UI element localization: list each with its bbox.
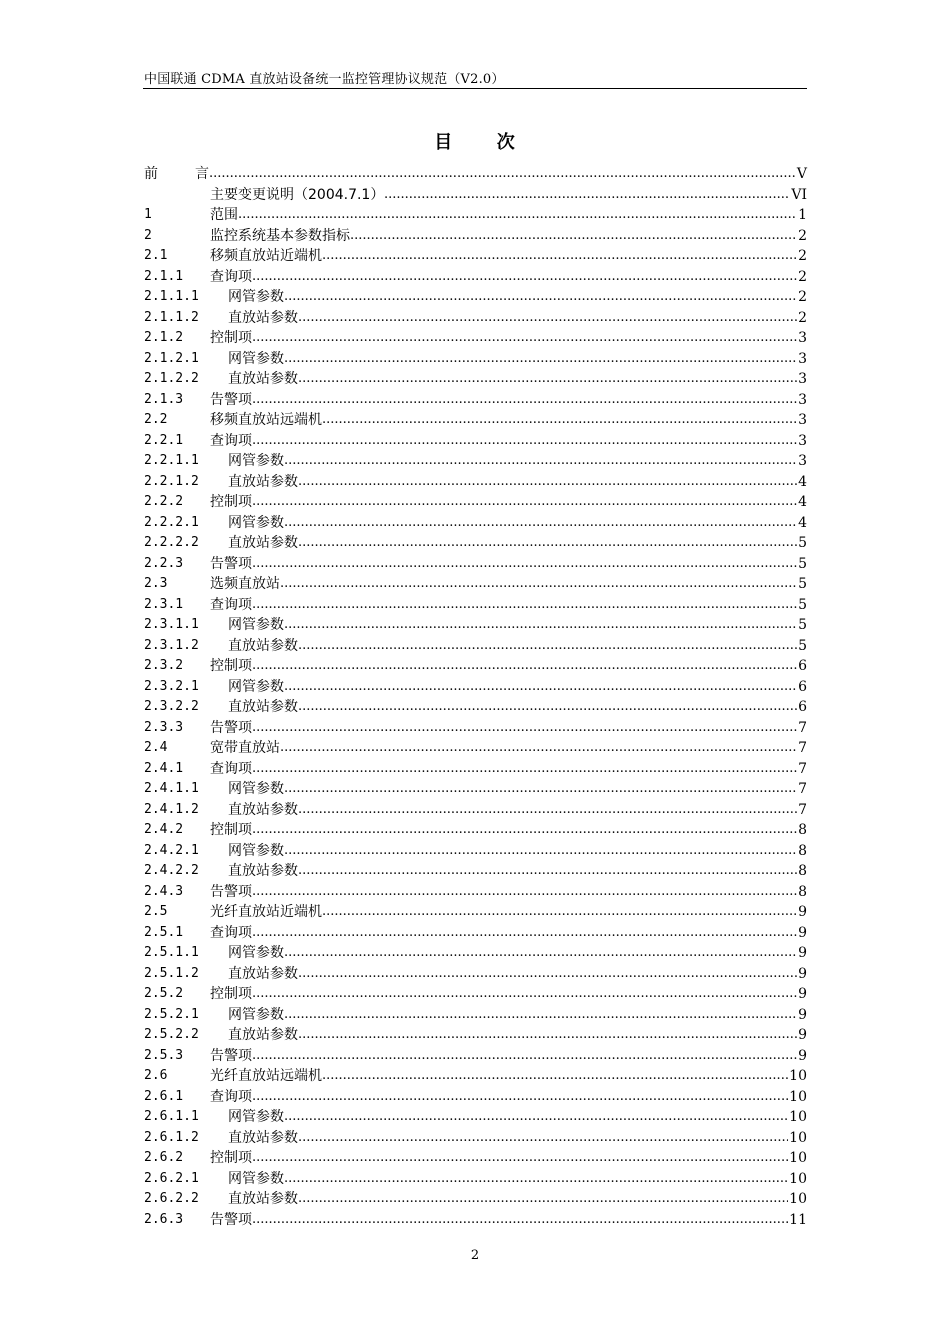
toc-entry-number: 2.2 — [144, 412, 168, 427]
toc-entry-number: 2.5.1.1 — [144, 945, 199, 960]
toc-entry-page: 1 — [797, 205, 807, 226]
toc-entry-number: 2.5.2.1 — [144, 1006, 199, 1022]
toc-entry-label: 网管参数 — [228, 781, 284, 797]
toc-entry-number: 2 — [144, 227, 152, 243]
toc-dot-leader — [384, 185, 790, 206]
toc-entry-page: 9 — [797, 902, 807, 923]
toc-entry-page: 3 — [797, 451, 807, 472]
toc-entry-page: 8 — [797, 882, 807, 903]
toc-entry-number: 2.3.2 — [144, 658, 184, 673]
toc-dot-leader — [298, 308, 797, 329]
toc-entry-label: 网管参数 — [228, 1170, 284, 1187]
toc-entry-page: 10 — [788, 1066, 807, 1087]
toc-entry[interactable] — [143, 677, 807, 698]
toc-entry[interactable] — [143, 697, 807, 718]
toc-entry[interactable] — [143, 369, 807, 390]
toc-entry-number: 2.5.1 — [144, 924, 184, 940]
toc-dot-leader — [298, 1025, 797, 1046]
toc-entry[interactable] — [143, 349, 807, 370]
toc-entry-number: 2.3 — [144, 576, 168, 591]
toc-entry[interactable] — [143, 820, 807, 841]
toc-entry-page: 2 — [797, 246, 807, 267]
toc-entry-page: V — [796, 164, 807, 185]
toc-entry-number: 2.5.1.2 — [144, 965, 199, 981]
toc-entry[interactable] — [143, 964, 807, 985]
toc-dot-leader — [284, 1005, 797, 1026]
toc-entry-page: 7 — [797, 800, 807, 821]
toc-entry-page: 10 — [788, 1148, 807, 1169]
toc-entry-label: 网管参数 — [228, 350, 284, 367]
toc-entry[interactable] — [143, 533, 807, 554]
toc-entry-page: 7 — [797, 759, 807, 780]
toc-entry[interactable] — [143, 1189, 807, 1210]
toc-entry-page: 6 — [797, 697, 807, 718]
toc-dot-leader — [298, 697, 797, 718]
toc-entry-page: 8 — [797, 820, 807, 841]
toc-entry[interactable] — [143, 513, 807, 534]
toc-entry-number: 2.1 — [144, 248, 168, 263]
toc-dot-leader — [284, 287, 797, 308]
toc-entry-number: 2.6.1.1 — [144, 1109, 199, 1124]
toc-entry-label: 主要变更说明（2004.7.1） — [210, 186, 385, 203]
toc-entry-label: 直放站参数 — [228, 535, 298, 551]
toc-entry[interactable] — [143, 841, 807, 862]
toc-entry-label: 网管参数 — [228, 1109, 284, 1125]
toc-entry-number: 2.4.1.2 — [144, 801, 199, 817]
toc-entry-page: 6 — [797, 677, 807, 698]
toc-entry-label: 控制项 — [210, 822, 252, 838]
toc-entry[interactable] — [143, 738, 807, 759]
toc-dot-leader — [252, 759, 797, 780]
toc-dot-leader — [284, 349, 797, 370]
toc-entry-label: 直放站参数 — [228, 1191, 298, 1207]
toc-entry-label: 范围 — [210, 207, 238, 223]
toc-entry[interactable] — [143, 472, 807, 493]
toc-entry-number: 2.4.1 — [144, 760, 184, 776]
toc-entry-label: 网管参数 — [228, 514, 284, 531]
toc-entry-number: 1 — [144, 207, 152, 222]
toc-entry-page: 4 — [797, 513, 807, 534]
toc-entry-label: 控制项 — [210, 330, 252, 346]
toc-entry[interactable] — [143, 451, 807, 472]
toc-dot-leader — [298, 636, 797, 657]
toc-entry-label: 直放站参数 — [228, 965, 298, 982]
toc-entry[interactable] — [143, 656, 807, 677]
toc-dot-leader — [252, 1210, 788, 1231]
toc-entry-label: 查询项 — [210, 1088, 252, 1105]
toc-entry-label: 告警项 — [210, 719, 252, 736]
toc-entry[interactable] — [143, 779, 807, 800]
toc-dot-leader — [280, 738, 797, 759]
toc-dot-leader — [298, 533, 797, 554]
toc-dot-leader — [252, 923, 797, 944]
toc-entry-page: 10 — [788, 1087, 807, 1108]
toc-entry-number: 2.3.2.1 — [144, 678, 199, 694]
toc-entry-number: 2.3.3 — [144, 719, 184, 735]
toc-entry-number: 2.2.1.2 — [144, 473, 199, 489]
toc-entry[interactable] — [143, 1005, 807, 1026]
toc-entry[interactable] — [143, 902, 807, 923]
toc-entry-label: 直放站参数 — [228, 309, 298, 326]
toc-entry-label: 移频直放站近端机 — [210, 248, 322, 264]
toc-entry-page: 5 — [797, 595, 807, 616]
toc-entry-page: 2 — [797, 287, 807, 308]
toc-entry-number: 2.3.1 — [144, 596, 184, 612]
toc-dot-leader — [284, 451, 797, 472]
page-number: 2 — [470, 1248, 480, 1263]
toc-entry-number: 2.2.1 — [144, 432, 184, 448]
toc-entry-label: 选频直放站 — [210, 576, 280, 592]
toc-entry-label: 直放站参数 — [228, 371, 298, 387]
toc-entry-number: 2.2.1.1 — [144, 453, 199, 468]
toc-dot-leader — [284, 677, 797, 698]
toc-dot-leader — [284, 841, 797, 862]
toc-entry-label: 告警项 — [210, 391, 252, 408]
toc-entry-number: 2.6.1 — [144, 1088, 184, 1104]
toc-entry-page: 4 — [797, 472, 807, 493]
toc-entry-number: 2.1.2.1 — [144, 350, 199, 366]
toc-entry-label: 光纤直放站远端机 — [210, 1068, 322, 1084]
toc-entry-page: 11 — [788, 1210, 807, 1231]
toc-entry-number: 2.1.2.2 — [144, 371, 199, 386]
toc-entry-page: 9 — [797, 1046, 807, 1067]
toc-entry[interactable] — [143, 1046, 807, 1067]
toc-entry-label: 控制项 — [210, 658, 252, 674]
toc-dot-leader — [298, 369, 797, 390]
toc-entry[interactable] — [143, 328, 807, 349]
toc-entry-page: 8 — [797, 841, 807, 862]
toc-dot-leader — [322, 246, 797, 267]
toc-entry-label: 控制项 — [210, 986, 252, 1002]
toc-entry-number: 2.4 — [144, 740, 168, 755]
toc-entry-number: 2.5.3 — [144, 1047, 184, 1063]
toc-entry[interactable] — [143, 636, 807, 657]
toc-entry-label: 网管参数 — [228, 289, 284, 305]
toc-entry-label: 直放站参数 — [228, 473, 298, 490]
toc-entry-number: 2.4.3 — [144, 883, 184, 899]
toc-entry[interactable] — [143, 595, 807, 616]
toc-dot-leader — [252, 656, 797, 677]
toc-dot-leader — [322, 902, 797, 923]
toc-entry-label: 控制项 — [210, 494, 252, 510]
toc-entry[interactable] — [143, 431, 807, 452]
toc-entry-label: 网管参数 — [228, 945, 284, 961]
toc-entry-number: 2.5.2 — [144, 986, 184, 1001]
toc-dot-leader — [284, 615, 797, 636]
table-of-contents — [143, 164, 807, 1230]
toc-dot-leader — [298, 472, 797, 493]
toc-dot-leader — [298, 800, 797, 821]
toc-dot-leader — [252, 390, 797, 411]
toc-entry-page: 3 — [797, 390, 807, 411]
toc-entry-label: 查询项 — [210, 432, 252, 449]
toc-entry-number: 2.2.3 — [144, 555, 184, 571]
toc-entry-page: 3 — [797, 431, 807, 452]
toc-entry[interactable] — [143, 164, 807, 185]
toc-entry-page: 7 — [797, 779, 807, 800]
toc-entry-number: 2.6.2.2 — [144, 1191, 199, 1206]
toc-dot-leader — [252, 595, 797, 616]
toc-entry-label: 网管参数 — [228, 678, 284, 695]
toc-entry-page: 2 — [797, 267, 807, 288]
toc-dot-leader — [252, 1087, 788, 1108]
toc-dot-leader — [284, 943, 797, 964]
toc-entry-page: 6 — [797, 656, 807, 677]
toc-entry-page: 10 — [788, 1128, 807, 1149]
toc-entry-label: 网管参数 — [228, 842, 284, 859]
toc-entry-page: 5 — [797, 574, 807, 595]
toc-entry-label: 直放站参数 — [228, 1027, 298, 1043]
toc-entry-label: 直放站参数 — [228, 699, 298, 715]
toc-entry-page: 8 — [797, 861, 807, 882]
toc-entry-number: 2.1.1.1 — [144, 289, 199, 304]
toc-entry-page: 9 — [797, 923, 807, 944]
toc-entry-page: 7 — [797, 738, 807, 759]
toc-entry[interactable] — [143, 246, 807, 267]
toc-entry-page: 9 — [797, 984, 807, 1005]
toc-entry-label: 查询项 — [210, 268, 252, 285]
toc-entry[interactable] — [143, 185, 807, 206]
toc-entry[interactable] — [143, 205, 807, 226]
toc-entry-number: 2.3.1.1 — [144, 617, 199, 632]
toc-entry-label: 查询项 — [210, 596, 252, 613]
toc-entry-label: 移频直放站远端机 — [210, 412, 322, 428]
toc-dot-leader — [298, 1189, 788, 1210]
toc-entry[interactable] — [143, 554, 807, 575]
toc-entry-number: 2.3.2.2 — [144, 699, 199, 714]
toc-entry-label: 查询项 — [210, 924, 252, 941]
toc-entry-number: 2.5 — [144, 904, 168, 919]
toc-dot-leader — [284, 513, 797, 534]
toc-entry-number: 2.4.2.1 — [144, 842, 199, 858]
toc-entry[interactable] — [143, 943, 807, 964]
toc-entry-label: 网管参数 — [228, 1006, 284, 1023]
toc-entry-label: 告警项 — [210, 555, 252, 572]
toc-dot-leader — [209, 164, 796, 185]
toc-entry[interactable] — [143, 574, 807, 595]
toc-entry-number: 前 — [144, 166, 158, 182]
toc-entry-page: 3 — [797, 349, 807, 370]
toc-entry[interactable] — [143, 984, 807, 1005]
toc-entry-number: 2.6.2.1 — [144, 1170, 199, 1186]
toc-dot-leader — [350, 226, 797, 247]
toc-entry[interactable] — [143, 1210, 807, 1231]
toc-dot-leader — [252, 492, 797, 513]
toc-entry-label: 控制项 — [210, 1150, 252, 1166]
toc-entry[interactable] — [143, 1169, 807, 1190]
toc-dot-leader — [298, 1128, 788, 1149]
toc-title: 目 次 — [434, 132, 516, 153]
toc-dot-leader — [252, 984, 797, 1005]
toc-entry-page: 3 — [797, 328, 807, 349]
toc-entry-label: 网管参数 — [228, 453, 284, 469]
toc-entry-number: 2.1.1.2 — [144, 309, 199, 325]
toc-entry-label: 网管参数 — [228, 617, 284, 633]
toc-entry-page: 10 — [788, 1107, 807, 1128]
toc-dot-leader — [322, 1066, 788, 1087]
toc-entry-number: 2.6 — [144, 1068, 168, 1083]
toc-dot-leader — [252, 1046, 797, 1067]
toc-entry-label: 监控系统基本参数指标 — [210, 227, 350, 244]
header-title: 中国联通 CDMA 直放站设备统一监控管理协议规范（V2.0） — [144, 72, 505, 87]
toc-entry-page: 3 — [797, 369, 807, 390]
toc-entry[interactable] — [143, 615, 807, 636]
toc-entry-page: 9 — [797, 1005, 807, 1026]
toc-dot-leader — [252, 820, 797, 841]
toc-entry[interactable] — [143, 1148, 807, 1169]
toc-entry[interactable] — [143, 923, 807, 944]
toc-dot-leader — [284, 1169, 788, 1190]
toc-dot-leader — [298, 964, 797, 985]
toc-entry-label: 直放站参数 — [228, 1129, 298, 1146]
toc-entry-page: 10 — [788, 1189, 807, 1210]
toc-entry[interactable] — [143, 1107, 807, 1128]
toc-entry-page: 4 — [797, 492, 807, 513]
toc-entry[interactable] — [143, 882, 807, 903]
toc-entry-number: 2.6.2 — [144, 1150, 184, 1165]
toc-entry-number: 2.4.1.1 — [144, 781, 199, 796]
toc-entry-page: 3 — [797, 410, 807, 431]
toc-dot-leader — [280, 574, 797, 595]
toc-entry[interactable] — [143, 390, 807, 411]
toc-entry[interactable] — [143, 861, 807, 882]
toc-entry-label: 光纤直放站近端机 — [210, 904, 322, 920]
toc-entry-number: 2.4.2 — [144, 822, 184, 837]
toc-entry-page: 10 — [788, 1169, 807, 1190]
toc-entry-label: 查询项 — [210, 760, 252, 777]
toc-entry-number: 2.1.2 — [144, 330, 184, 345]
toc-entry-page: 5 — [797, 636, 807, 657]
toc-entry-page: 5 — [797, 533, 807, 554]
toc-dot-leader — [322, 410, 797, 431]
toc-dot-leader — [238, 205, 797, 226]
toc-dot-leader — [252, 267, 797, 288]
toc-entry-number: 2.3.1.2 — [144, 637, 199, 653]
toc-entry-page: 9 — [797, 964, 807, 985]
toc-entry-label: 告警项 — [210, 883, 252, 900]
toc-dot-leader — [252, 718, 797, 739]
toc-entry-label: 直放站参数 — [228, 863, 298, 879]
toc-entry[interactable] — [143, 267, 807, 288]
toc-entry-label: 言 — [195, 166, 209, 182]
toc-entry[interactable] — [143, 492, 807, 513]
toc-entry-page: 2 — [797, 226, 807, 247]
toc-entry-page: 9 — [797, 1025, 807, 1046]
toc-entry-label: 告警项 — [210, 1211, 252, 1228]
toc-entry[interactable] — [143, 1025, 807, 1046]
toc-entry-page: 5 — [797, 615, 807, 636]
toc-entry[interactable] — [143, 759, 807, 780]
toc-entry-number: 2.2.2.2 — [144, 535, 199, 550]
toc-entry[interactable] — [143, 1066, 807, 1087]
toc-entry-number: 2.1.3 — [144, 391, 184, 407]
toc-entry-page: 2 — [797, 308, 807, 329]
toc-entry-page: 9 — [797, 943, 807, 964]
toc-entry[interactable] — [143, 308, 807, 329]
toc-dot-leader — [284, 1107, 788, 1128]
toc-entry[interactable] — [143, 1128, 807, 1149]
toc-entry-number: 2.5.2.2 — [144, 1027, 199, 1042]
toc-entry-page: 7 — [797, 718, 807, 739]
toc-entry[interactable] — [143, 410, 807, 431]
toc-entry-label: 宽带直放站 — [210, 740, 280, 756]
toc-entry[interactable] — [143, 287, 807, 308]
toc-dot-leader — [298, 861, 797, 882]
toc-entry-number: 2.2.2 — [144, 494, 184, 509]
toc-entry-label: 告警项 — [210, 1047, 252, 1064]
toc-entry-number: 2.2.2.1 — [144, 514, 199, 530]
toc-entry-number: 2.6.3 — [144, 1211, 184, 1227]
toc-entry[interactable] — [143, 226, 807, 247]
toc-entry-page: 5 — [797, 554, 807, 575]
toc-dot-leader — [284, 779, 797, 800]
toc-dot-leader — [252, 882, 797, 903]
toc-dot-leader — [252, 1148, 788, 1169]
toc-entry[interactable] — [143, 800, 807, 821]
toc-entry-number: 2.4.2.2 — [144, 863, 199, 878]
toc-dot-leader — [252, 554, 797, 575]
toc-dot-leader — [252, 328, 797, 349]
page-header — [143, 66, 807, 89]
toc-entry-label: 直放站参数 — [228, 637, 298, 654]
toc-entry-number: 2.1.1 — [144, 268, 184, 284]
toc-entry-number: 2.6.1.2 — [144, 1129, 199, 1145]
toc-entry[interactable] — [143, 1087, 807, 1108]
toc-entry-label: 直放站参数 — [228, 801, 298, 818]
toc-dot-leader — [252, 431, 797, 452]
toc-entry-page: VI — [790, 185, 807, 206]
toc-entry[interactable] — [143, 718, 807, 739]
